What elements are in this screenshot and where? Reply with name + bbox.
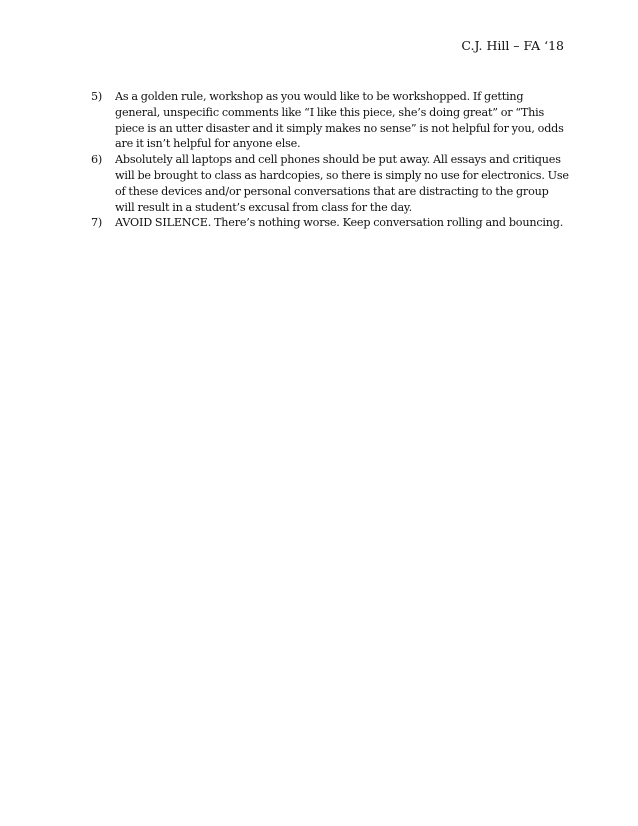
list-item [91, 89, 571, 152]
page-header: C.J. Hill – FA ‘18 [461, 38, 564, 53]
list-item-number: 5) [91, 90, 103, 103]
list-item-text: AVOID SILENCE. There’s nothing worse. Keep conversation rolling and bouncing. [115, 216, 564, 230]
list-item [91, 152, 571, 215]
list-item-number: 6) [91, 153, 103, 167]
list-item-text: As a golden rule, workshop as you would like to be workshopped. If getting general, unspecific comments like “I like this piece, she’s doing great” or “This piece is an utter disaster and it simply makes no sense” is not helpful for you, odds are it isn’t helpful for anyone else. [115, 90, 564, 151]
rules-list [91, 89, 571, 231]
list-item-text: Absolutely all laptops and cell phones should be put away. All essays and critiques will be brought to class as hardcopies, so there is simply no use for electronics. Use of these devices and/or personal conversations that are distracting to the group will result in a student’s excusal from class for the day. [115, 153, 569, 214]
list-item [91, 215, 571, 231]
list-item-number: 7) [91, 216, 103, 230]
